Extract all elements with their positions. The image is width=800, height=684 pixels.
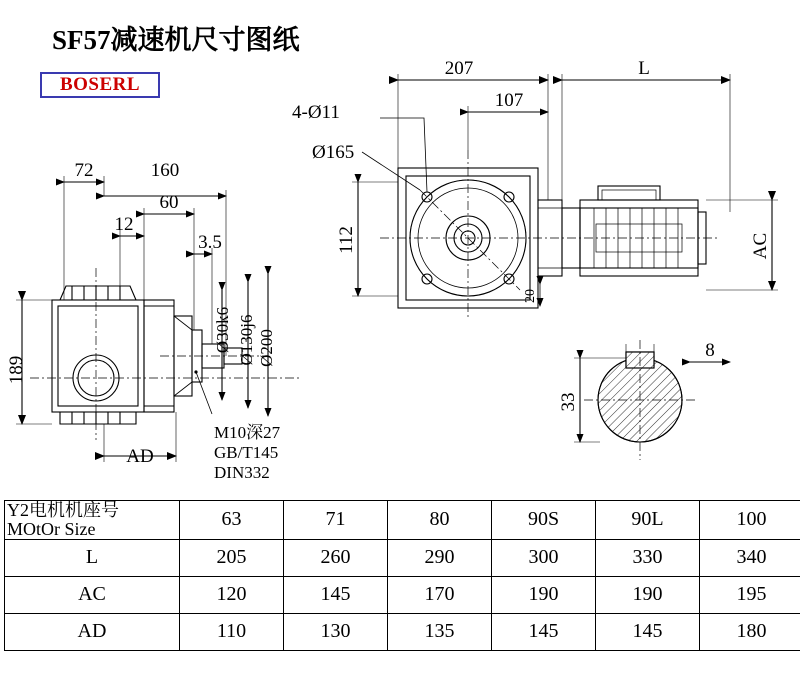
- table-col-2: 80: [388, 501, 492, 540]
- cell: 205: [180, 539, 284, 576]
- cell: 340: [700, 539, 800, 576]
- note-gbt145: GB/T145: [214, 443, 279, 462]
- cell: 120: [180, 576, 284, 613]
- cell: 130: [284, 613, 388, 650]
- brand-logo-text: BOSERL: [59, 74, 141, 95]
- cell: 145: [596, 613, 700, 650]
- cell: 195: [700, 576, 800, 613]
- table-row: [5, 613, 800, 650]
- table-col-0: 63: [180, 501, 284, 540]
- dim-8: 8: [705, 340, 715, 361]
- dim-4-holes: 4-Ø11: [292, 102, 340, 123]
- cell: 145: [492, 613, 596, 650]
- dim-60: 60: [159, 192, 179, 213]
- table-row: [5, 576, 800, 613]
- cell: 180: [700, 613, 800, 650]
- dim-AC: AC: [750, 232, 771, 260]
- table-col-4: 90L: [596, 501, 700, 540]
- dim-pcd-165: Ø165: [312, 142, 355, 163]
- cell: 290: [388, 539, 492, 576]
- cell: 110: [180, 613, 284, 650]
- dim-160: 160: [150, 160, 180, 181]
- dim-shaft-30k6: Ø30k6: [213, 306, 232, 354]
- cell: 330: [596, 539, 700, 576]
- dim-130j6: Ø130j6: [237, 314, 256, 366]
- table-row: [5, 539, 800, 576]
- row-label-AC: AC: [5, 576, 180, 613]
- dim-12: 12: [114, 214, 134, 235]
- dim-33: 33: [558, 392, 579, 412]
- note-thread-depth: M10深27: [214, 423, 281, 442]
- cell: 145: [284, 576, 388, 613]
- dim-189: 189: [6, 355, 27, 385]
- dim-200: Ø200: [257, 329, 276, 367]
- cell: 190: [492, 576, 596, 613]
- dim-107: 107: [494, 90, 524, 111]
- dim-112: 112: [336, 226, 357, 254]
- dim-L: L: [638, 58, 650, 79]
- row-label-AD: AD: [5, 613, 180, 650]
- dim-207: 207: [444, 58, 474, 79]
- dim-20: 20: [523, 289, 538, 303]
- cell: 300: [492, 539, 596, 576]
- table-col-5: 100: [700, 501, 800, 540]
- cell: 190: [596, 576, 700, 613]
- table-col-3: 90S: [492, 501, 596, 540]
- note-din332: DIN332: [214, 463, 270, 482]
- table-row-header: [5, 501, 800, 540]
- dim-AD: AD: [126, 446, 154, 467]
- dim-72: 72: [74, 160, 94, 181]
- cell: 135: [388, 613, 492, 650]
- cell: 260: [284, 539, 388, 576]
- row-label-L: L: [5, 539, 180, 576]
- motor-size-table: [4, 500, 800, 651]
- table-col-1: 71: [284, 501, 388, 540]
- page-title: SF57减速机尺寸图纸: [52, 25, 300, 55]
- dim-3-5: 3.5: [198, 232, 222, 253]
- table-header-label: Y2电机机座号 MOtOr Size: [5, 501, 180, 540]
- cell: 170: [388, 576, 492, 613]
